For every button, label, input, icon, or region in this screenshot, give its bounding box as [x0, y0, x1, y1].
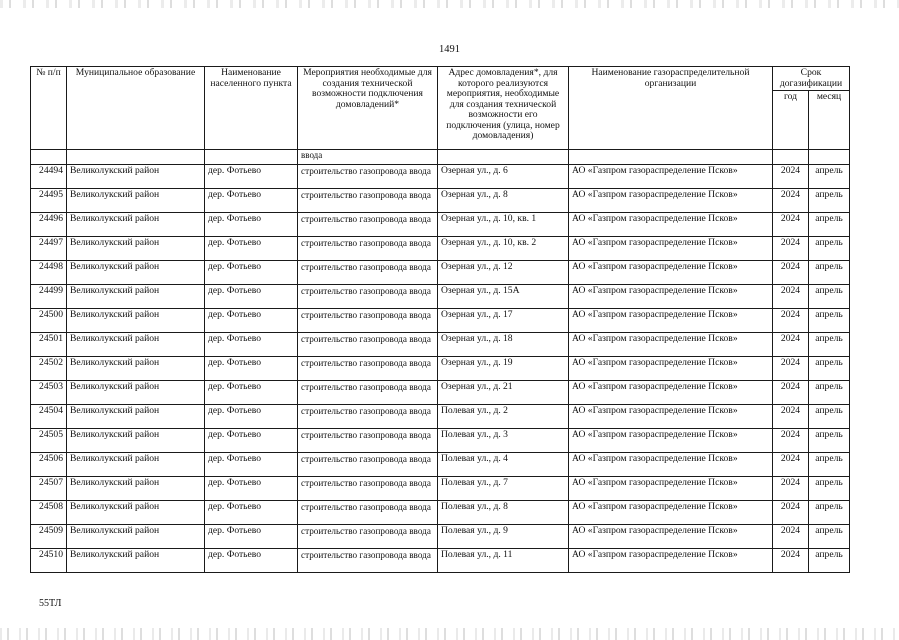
cell-municipality: Великолукский район [67, 429, 205, 453]
cell-activity: строительство газопровода ввода [298, 309, 438, 333]
cell-year: 2024 [773, 213, 809, 237]
page-number: 1491 [439, 44, 460, 55]
header-month: месяц [809, 91, 850, 150]
cell-municipality: Великолукский район [67, 453, 205, 477]
cell-num: 24509 [31, 525, 67, 549]
cell-organization: АО «Газпром газораспределение Псков» [569, 453, 773, 477]
cell-address: Полевая ул., д. 2 [438, 405, 569, 429]
cell-year: 2024 [773, 261, 809, 285]
cell-num: 24505 [31, 429, 67, 453]
cell-settlement: дер. Фотьево [205, 357, 298, 381]
cell-settlement: дер. Фотьево [205, 501, 298, 525]
cell-address: Озерная ул., д. 19 [438, 357, 569, 381]
cell-municipality: Великолукский район [67, 477, 205, 501]
cell-num: 24510 [31, 549, 67, 573]
cell-num: 24506 [31, 453, 67, 477]
cell-settlement: дер. Фотьево [205, 213, 298, 237]
cell-settlement: дер. Фотьево [205, 189, 298, 213]
cell-address: Полевая ул., д. 11 [438, 549, 569, 573]
table-row [31, 189, 850, 213]
cell-municipality: Великолукский район [67, 261, 205, 285]
cell-organization: АО «Газпром газораспределение Псков» [569, 405, 773, 429]
cell-settlement: дер. Фотьево [205, 405, 298, 429]
cell-address: Полевая ул., д. 9 [438, 525, 569, 549]
cell-activity: строительство газопровода ввода [298, 189, 438, 213]
cell-municipality: Великолукский район [67, 381, 205, 405]
cell-num: 24494 [31, 165, 67, 189]
cell-municipality: Великолукский район [67, 405, 205, 429]
cell-address: Озерная ул., д. 10, кв. 2 [438, 237, 569, 261]
continuation-row [31, 150, 850, 165]
cell-month: апрель [809, 501, 850, 525]
cell-year: 2024 [773, 165, 809, 189]
cell-num: 24496 [31, 213, 67, 237]
cell-settlement: дер. Фотьево [205, 453, 298, 477]
table-row [31, 525, 850, 549]
table-row [31, 261, 850, 285]
cell-municipality: Великолукский район [67, 213, 205, 237]
table-row [31, 213, 850, 237]
header-year: год [773, 91, 809, 150]
table-row [31, 429, 850, 453]
cell-year: 2024 [773, 381, 809, 405]
cell-municipality: Великолукский район [67, 189, 205, 213]
cell-organization: АО «Газпром газораспределение Псков» [569, 381, 773, 405]
table-row [31, 333, 850, 357]
cell-num: 24499 [31, 285, 67, 309]
cell-settlement: дер. Фотьево [205, 261, 298, 285]
cell-address: Полевая ул., д. 4 [438, 453, 569, 477]
cell-organization [569, 150, 773, 165]
header-term: Срок догазификации [773, 67, 850, 91]
cell-organization: АО «Газпром газораспределение Псков» [569, 525, 773, 549]
cell-num: 24497 [31, 237, 67, 261]
cell-num: 24504 [31, 405, 67, 429]
cell-organization: АО «Газпром газораспределение Псков» [569, 549, 773, 573]
cell-settlement: дер. Фотьево [205, 525, 298, 549]
cell-month: апрель [809, 477, 850, 501]
cell-address: Озерная ул., д. 15А [438, 285, 569, 309]
cell-month: апрель [809, 549, 850, 573]
cell-month: апрель [809, 525, 850, 549]
cell-organization: АО «Газпром газораспределение Псков» [569, 309, 773, 333]
cell-municipality: Великолукский район [67, 549, 205, 573]
cell-activity: строительство газопровода ввода [298, 213, 438, 237]
cell-activity: строительство газопровода ввода [298, 549, 438, 573]
cell-organization: АО «Газпром газораспределение Псков» [569, 477, 773, 501]
cell-organization: АО «Газпром газораспределение Псков» [569, 237, 773, 261]
footer-code: 55ТЛ [39, 598, 62, 609]
cell-year: 2024 [773, 333, 809, 357]
cell-organization: АО «Газпром газораспределение Псков» [569, 357, 773, 381]
cell-year: 2024 [773, 453, 809, 477]
cell-settlement [205, 150, 298, 165]
cell-month: апрель [809, 357, 850, 381]
cell-num: 24501 [31, 333, 67, 357]
cell-month: апрель [809, 405, 850, 429]
cell-address: Озерная ул., д. 10, кв. 1 [438, 213, 569, 237]
cell-organization: АО «Газпром газораспределение Псков» [569, 333, 773, 357]
cell-settlement: дер. Фотьево [205, 165, 298, 189]
cell-settlement: дер. Фотьево [205, 429, 298, 453]
table-row [31, 405, 850, 429]
cell-month: апрель [809, 165, 850, 189]
cell-month: апрель [809, 285, 850, 309]
cell-month: апрель [809, 333, 850, 357]
header-num: № п/п [31, 67, 67, 150]
cell-settlement: дер. Фотьево [205, 549, 298, 573]
cell-activity: строительство газопровода ввода [298, 453, 438, 477]
cell-num: 24508 [31, 501, 67, 525]
cell-num: 24507 [31, 477, 67, 501]
cell-activity: строительство газопровода ввода [298, 285, 438, 309]
cell-month [809, 150, 850, 165]
cell-address: Полевая ул., д. 8 [438, 501, 569, 525]
cell-year: 2024 [773, 549, 809, 573]
cell-year: 2024 [773, 525, 809, 549]
cell-address: Озерная ул., д. 12 [438, 261, 569, 285]
cell-organization: АО «Газпром газораспределение Псков» [569, 501, 773, 525]
cell-municipality: Великолукский район [67, 501, 205, 525]
cell-settlement: дер. Фотьево [205, 237, 298, 261]
cell-activity: строительство газопровода ввода [298, 165, 438, 189]
table-row [31, 381, 850, 405]
scan-noise-bottom [0, 628, 899, 640]
cell-municipality: Великолукский район [67, 357, 205, 381]
cell-year [773, 150, 809, 165]
cell-year: 2024 [773, 477, 809, 501]
cell-year: 2024 [773, 429, 809, 453]
cell-municipality: Великолукский район [67, 165, 205, 189]
cell-municipality: Великолукский район [67, 333, 205, 357]
cell-address [438, 150, 569, 165]
table-row [31, 237, 850, 261]
cell-address: Полевая ул., д. 3 [438, 429, 569, 453]
cell-month: апрель [809, 453, 850, 477]
cell-municipality [67, 150, 205, 165]
header-activity: Мероприятия необходимые для создания технической возможности подключения домовладений* [298, 67, 438, 150]
cell-address: Полевая ул., д. 7 [438, 477, 569, 501]
cell-activity: строительство газопровода ввода [298, 429, 438, 453]
cell-activity: строительство газопровода ввода [298, 405, 438, 429]
cell-organization: АО «Газпром газораспределение Псков» [569, 429, 773, 453]
cell-municipality: Великолукский район [67, 237, 205, 261]
cell-num: 24502 [31, 357, 67, 381]
cell-settlement: дер. Фотьево [205, 477, 298, 501]
cell-year: 2024 [773, 405, 809, 429]
table-row [31, 165, 850, 189]
cell-num [31, 150, 67, 165]
cell-address: Озерная ул., д. 21 [438, 381, 569, 405]
table-row [31, 501, 850, 525]
cell-month: апрель [809, 189, 850, 213]
cell-month: апрель [809, 213, 850, 237]
cell-activity: ввода [298, 150, 438, 165]
cell-num: 24503 [31, 381, 67, 405]
cell-num: 24500 [31, 309, 67, 333]
cell-month: апрель [809, 237, 850, 261]
cell-settlement: дер. Фотьево [205, 285, 298, 309]
gasification-table [30, 66, 850, 573]
cell-year: 2024 [773, 189, 809, 213]
table-row [31, 453, 850, 477]
cell-organization: АО «Газпром газораспределение Псков» [569, 165, 773, 189]
table-row [31, 477, 850, 501]
cell-month: апрель [809, 261, 850, 285]
cell-year: 2024 [773, 309, 809, 333]
table-row [31, 285, 850, 309]
cell-activity: строительство газопровода ввода [298, 477, 438, 501]
cell-activity: строительство газопровода ввода [298, 381, 438, 405]
cell-num: 24498 [31, 261, 67, 285]
cell-municipality: Великолукский район [67, 285, 205, 309]
cell-municipality: Великолукский район [67, 525, 205, 549]
cell-activity: строительство газопровода ввода [298, 333, 438, 357]
cell-activity: строительство газопровода ввода [298, 237, 438, 261]
cell-address: Озерная ул., д. 18 [438, 333, 569, 357]
cell-activity: строительство газопровода ввода [298, 261, 438, 285]
cell-settlement: дер. Фотьево [205, 309, 298, 333]
cell-organization: АО «Газпром газораспределение Псков» [569, 189, 773, 213]
cell-organization: АО «Газпром газораспределение Псков» [569, 213, 773, 237]
cell-month: апрель [809, 429, 850, 453]
cell-num: 24495 [31, 189, 67, 213]
table-body [31, 150, 850, 573]
cell-address: Озерная ул., д. 8 [438, 189, 569, 213]
header-organization: Наименование газораспределительной организации [569, 67, 773, 150]
cell-organization: АО «Газпром газораспределение Псков» [569, 285, 773, 309]
cell-year: 2024 [773, 501, 809, 525]
cell-settlement: дер. Фотьево [205, 381, 298, 405]
cell-address: Озерная ул., д. 6 [438, 165, 569, 189]
cell-settlement: дер. Фотьево [205, 333, 298, 357]
table-row [31, 309, 850, 333]
cell-activity: строительство газопровода ввода [298, 501, 438, 525]
cell-month: апрель [809, 381, 850, 405]
header-address: Адрес домовладения*, для которого реализуются мероприятия, необходимые для создания технической возможности его подключения (улица, номер домовладения) [438, 67, 569, 150]
header-municipality: Муниципальное образование [67, 67, 205, 150]
cell-year: 2024 [773, 237, 809, 261]
cell-year: 2024 [773, 357, 809, 381]
cell-month: апрель [809, 309, 850, 333]
cell-municipality: Великолукский район [67, 309, 205, 333]
cell-activity: строительство газопровода ввода [298, 357, 438, 381]
cell-address: Озерная ул., д. 17 [438, 309, 569, 333]
table-row [31, 549, 850, 573]
header-settlement: Наименование населенного пункта [205, 67, 298, 150]
cell-activity: строительство газопровода ввода [298, 525, 438, 549]
cell-year: 2024 [773, 285, 809, 309]
cell-organization: АО «Газпром газораспределение Псков» [569, 261, 773, 285]
scan-noise-top [0, 0, 899, 8]
table-row [31, 357, 850, 381]
